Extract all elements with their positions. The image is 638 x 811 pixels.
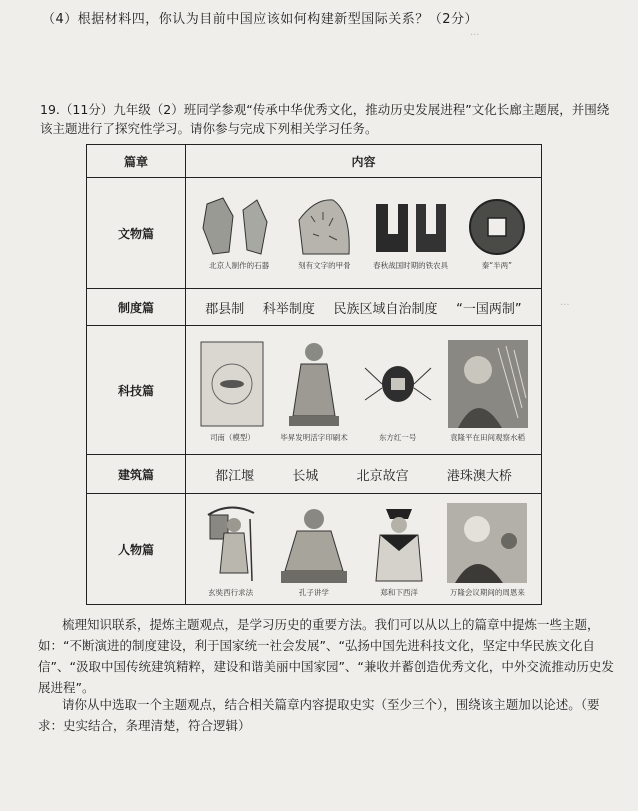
table-row-tech [87,326,542,455]
system-item: 郡县制 [205,301,245,317]
bleed-through-mark: ··· [560,300,570,311]
zhouenlai-item [447,501,527,598]
oracle-bone-image [293,196,355,258]
table-header-row [87,145,542,178]
rice-scientist-image [448,338,528,430]
stone-tools-item [199,196,279,271]
caption-compass: 司南（模型） [209,432,255,442]
bleed-through-mark: ··· [470,30,480,41]
table-row-arch [87,455,542,494]
chapter-system: 制度篇 [87,289,186,326]
stone-tools-image [199,196,279,258]
system-item: 民族区域自治制度 [333,301,438,317]
system-item: “一国两制” [456,301,522,317]
caption-xuanzang: 玄奘西行求法 [208,587,254,597]
question-19-intro: 19.（11分）九年级（2）班同学参观“传承中华优秀文化，推动历史发展进程”文化长廊主题展，并围绕该主题进行了探究性学习。请你参与完成下列相关学习任务。 [40,102,610,136]
satellite-item [363,338,433,443]
chapter-arch: 建筑篇 [87,455,186,494]
arch-item: 长城 [292,468,319,484]
xuanzang-image [200,501,262,585]
arch-item: 港珠澳大桥 [446,468,512,484]
zhenghe-item [366,501,432,598]
caption-confucius: 孔子讲学 [298,587,329,597]
caption-oracle-bone: 刻有文字的甲骨 [298,260,351,270]
printing-item [280,338,348,443]
banliang-coin-image [466,196,528,258]
confucius-item [277,501,351,598]
caption-printing: 毕昇发明活字印刷术 [280,432,348,442]
zhenghe-image [366,501,432,585]
question-4: （4）根据材料四，你认为目前中国应该如何构建新型国际关系？（2分） [42,12,479,27]
confucius-image [277,501,351,585]
xuanzang-item [200,501,262,598]
caption-zhenghe: 郑和下西洋 [380,587,418,597]
table-row-artifact [87,178,542,289]
caption-banliang-coin: 秦“半两” [481,260,513,270]
caption-zhouenlai: 万隆会议期间的周恩来 [449,587,525,597]
table-row-system [87,289,542,326]
compass-item [199,338,265,443]
oracle-bone-item [293,196,355,271]
system-item: 科举制度 [262,301,315,317]
theme-paragraph: 梳理知识联系，提炼主题观点，是学习历史的重要方法。我们可以从以上的篇章中提炼一些主题，如：“不断演进的制度建设，利于国家统一社会发展”、“弘扬中国先进科技文化，坚定中华民族文化自信”、“汲取中国传统建筑精粹，建设和谐美丽中国家园”、“兼收并蓄创造优秀文化，中外交流推动历史发展进程”。 [38,617,614,695]
header-chapter: 篇章 [87,145,186,178]
chapter-people: 人物篇 [87,494,186,605]
caption-iron-tools: 春秋战国时期的铁农具 [373,260,449,270]
table-row-people [87,494,542,605]
caption-stone-tools: 北京人制作的石器 [209,260,270,270]
iron-tools-item [370,196,452,271]
exhibition-table [86,144,542,605]
chapter-artifact: 文物篇 [87,178,186,289]
chapter-tech: 科技篇 [87,326,186,455]
caption-rice-scientist: 袁隆平在田间观察水稻 [450,432,526,442]
header-content: 内容 [186,145,542,178]
iron-tools-image [370,196,452,258]
arch-item: 都江堰 [215,468,255,484]
arch-item: 北京故宫 [356,468,409,484]
caption-satellite: 东方红一号 [378,432,417,442]
zhouenlai-image [447,501,527,585]
task-instruction: 请你从中选取一个主题观点，结合相关篇章内容提取史实（至少三个），围绕该主题加以论述。（要求：史实结合，条理清楚，符合逻辑） [38,697,600,733]
compass-image [199,338,265,430]
banliang-coin-item [466,196,528,271]
rice-scientist-item [448,338,528,443]
printing-image [283,338,345,430]
satellite-image [363,338,433,430]
